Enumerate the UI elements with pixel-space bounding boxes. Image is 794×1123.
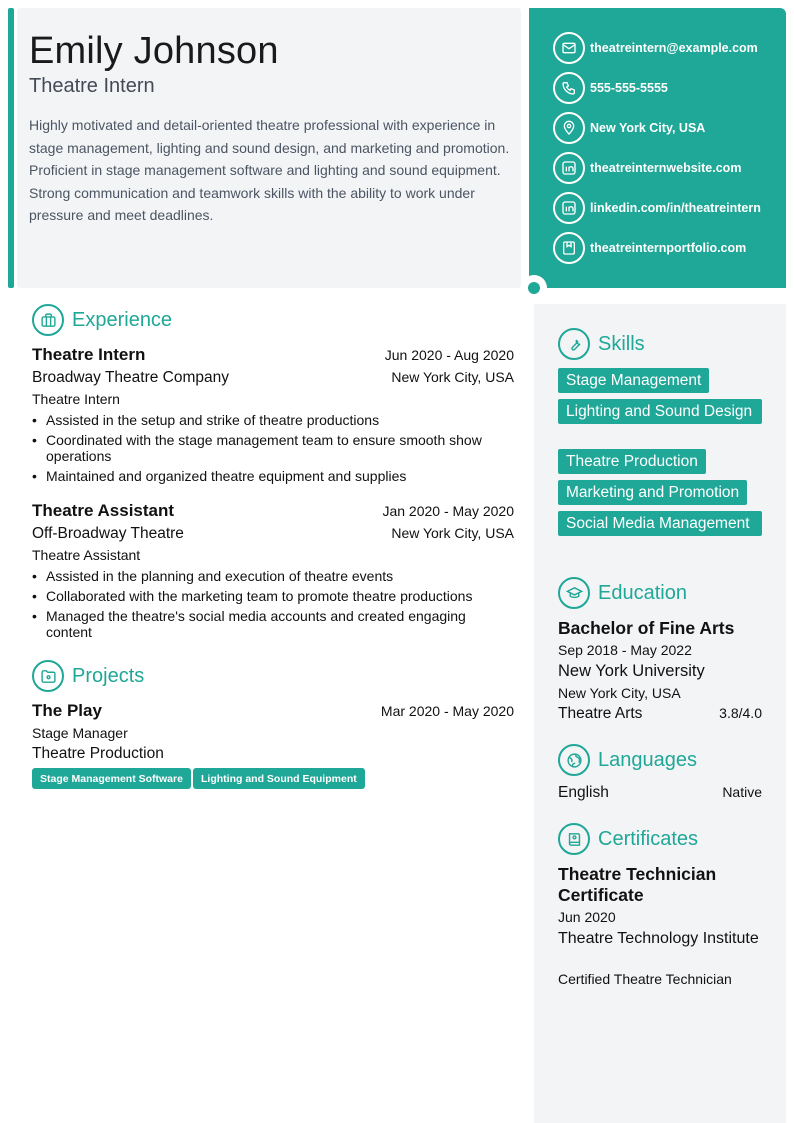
experience-heading bbox=[32, 304, 172, 336]
skill-tag: Lighting and Sound Design bbox=[558, 399, 762, 424]
education-dates: Sep 2018 - May 2022 bbox=[558, 642, 692, 658]
wrench-icon bbox=[558, 328, 590, 360]
folder-icon bbox=[32, 660, 64, 692]
education-school: New York University bbox=[558, 662, 705, 680]
education-gpa: 3.8/4.0 bbox=[719, 705, 762, 721]
timeline-dot bbox=[528, 282, 540, 294]
list-item: • Maintained and organized theatre equipment and supplies bbox=[32, 468, 502, 484]
list-item: • Coordinated with the stage management team to ensure smooth show operations bbox=[32, 432, 502, 464]
skill-tag: Theatre Production bbox=[558, 449, 706, 474]
contact-linkedin[interactable] bbox=[553, 192, 761, 224]
projects-title: Projects bbox=[72, 664, 145, 687]
website-text: theatreinternwebsite.com bbox=[590, 161, 742, 175]
experience-2-location: New York City, USA bbox=[391, 525, 514, 541]
language-row bbox=[558, 784, 762, 802]
linkedin-text: linkedin.com/in/theatreintern bbox=[590, 201, 761, 215]
skill-tag: Marketing and Promotion bbox=[558, 480, 747, 505]
projects-heading bbox=[32, 660, 144, 692]
experience-title: Experience bbox=[72, 308, 173, 331]
globe-icon bbox=[558, 744, 590, 776]
list-item: • Collaborated with the marketing team to promote theatre productions bbox=[32, 588, 502, 604]
email-icon bbox=[553, 32, 585, 64]
portfolio-icon bbox=[553, 232, 585, 264]
location-pin-icon bbox=[553, 112, 585, 144]
project-role: Stage Manager bbox=[32, 725, 128, 741]
education-title: Education bbox=[598, 581, 687, 604]
experience-2-subtitle: Theatre Assistant bbox=[32, 547, 141, 563]
skill-tag: Social Media Management bbox=[558, 511, 762, 536]
certificate-date: Jun 2020 bbox=[558, 909, 616, 925]
language-level: Native bbox=[722, 784, 762, 800]
skill-tag: Stage Management bbox=[558, 368, 709, 393]
experience-2-role: Theatre Assistant bbox=[32, 501, 175, 520]
education-location: New York City, USA bbox=[558, 685, 681, 701]
accent-bar bbox=[8, 8, 14, 288]
linkedin-icon bbox=[553, 192, 585, 224]
experience-2-dates: Jan 2020 - May 2020 bbox=[382, 503, 514, 519]
contact-location bbox=[553, 112, 705, 144]
certificate-name: Theatre Technician Certificate bbox=[558, 864, 717, 905]
certificate-issuer: Theatre Technology Institute bbox=[558, 930, 759, 947]
experience-1-company: Broadway Theatre Company bbox=[32, 369, 230, 386]
contact-website[interactable] bbox=[553, 152, 741, 184]
list-item: • Assisted in the setup and strike of theatre productions bbox=[32, 412, 502, 428]
experience-2-company: Off-Broadway Theatre bbox=[32, 525, 184, 542]
certificates-heading bbox=[558, 823, 698, 855]
experience-1-subtitle: Theatre Intern bbox=[32, 391, 120, 407]
phone-text: 555-555-5555 bbox=[590, 81, 668, 95]
experience-1-dates: Jun 2020 - Aug 2020 bbox=[384, 347, 514, 363]
project-tag: Stage Management Software bbox=[32, 768, 191, 789]
contact-portfolio[interactable] bbox=[553, 232, 746, 264]
education-field: Theatre Arts bbox=[558, 705, 643, 722]
candidate-name: Emily Johnson bbox=[29, 30, 279, 72]
contact-email[interactable] bbox=[553, 32, 758, 64]
email-text: theatreintern@example.com bbox=[590, 41, 758, 55]
experience-1-bullets bbox=[32, 412, 502, 488]
linkedin-icon bbox=[553, 152, 585, 184]
certificates-title: Certificates bbox=[598, 827, 699, 850]
certificate-description: Certified Theatre Technician bbox=[558, 971, 732, 987]
candidate-title: Theatre Intern bbox=[29, 75, 155, 97]
education-heading bbox=[558, 577, 687, 609]
experience-2-header bbox=[32, 501, 514, 521]
location-text: New York City, USA bbox=[590, 121, 706, 135]
experience-1-header bbox=[32, 345, 514, 365]
project-type: Theatre Production bbox=[32, 745, 164, 762]
certificate-icon bbox=[558, 823, 590, 855]
list-item: • Managed the theatre's social media accounts and created engaging content bbox=[32, 608, 502, 640]
education-degree: Bachelor of Fine Arts bbox=[558, 618, 735, 638]
language-name: English bbox=[558, 784, 609, 801]
briefcase-icon bbox=[32, 304, 64, 336]
experience-1-location: New York City, USA bbox=[391, 369, 514, 385]
phone-icon bbox=[553, 72, 585, 104]
graduation-cap-icon bbox=[558, 577, 590, 609]
project-name: The Play bbox=[32, 701, 102, 720]
project-header bbox=[32, 701, 514, 721]
project-tag: Lighting and Sound Equipment bbox=[193, 768, 365, 789]
skills-heading bbox=[558, 328, 645, 360]
experience-1-company-row bbox=[32, 369, 514, 387]
languages-title: Languages bbox=[598, 748, 697, 771]
project-dates: Mar 2020 - May 2020 bbox=[380, 703, 514, 719]
experience-1-role: Theatre Intern bbox=[32, 345, 146, 364]
education-field-row bbox=[558, 705, 762, 723]
summary-text: Highly motivated and detail-oriented theatre professional with experience in stage management, lighting and sound design, and marketing and promotion. Proficient in stage management software and lighting and sound equipment. Strong communication and teamwork skills with the ability to work under pressure and meet deadlines. bbox=[29, 117, 510, 224]
experience-2-company-row bbox=[32, 525, 514, 543]
skills-title: Skills bbox=[598, 332, 645, 355]
contact-phone[interactable] bbox=[553, 72, 668, 104]
languages-heading bbox=[558, 744, 697, 776]
list-item: • Assisted in the planning and execution of theatre events bbox=[32, 568, 502, 584]
experience-2-bullets bbox=[32, 568, 502, 644]
portfolio-text: theatreinternportfolio.com bbox=[590, 241, 747, 255]
